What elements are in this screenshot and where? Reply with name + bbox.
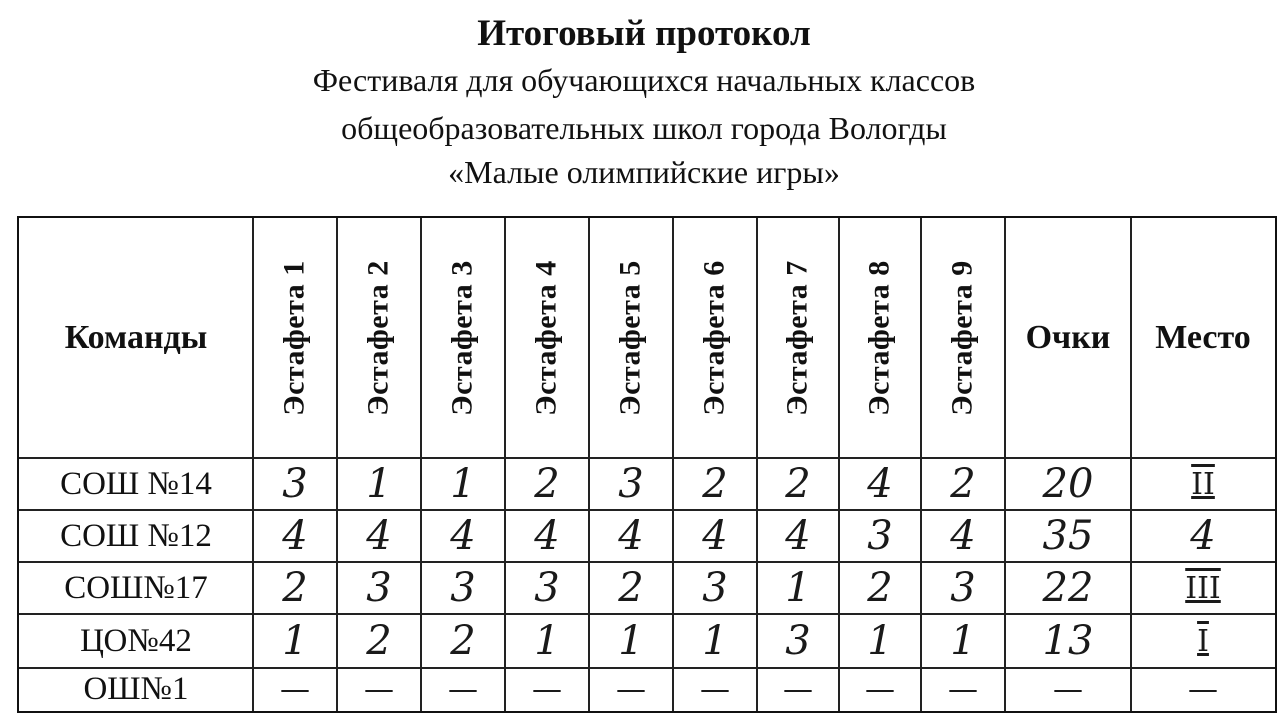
relay-score: 1 bbox=[785, 565, 811, 611]
relay-score: 4 bbox=[702, 513, 728, 559]
header-relay-label: Эстафета 7 bbox=[781, 260, 815, 416]
relay-score: — bbox=[865, 672, 895, 707]
relay-score: — bbox=[948, 672, 978, 707]
total-points: 20 bbox=[1042, 461, 1094, 507]
total-points: — bbox=[1053, 672, 1083, 707]
relay-score: 2 bbox=[785, 461, 811, 507]
header-relay-label: Эстафета 6 bbox=[698, 260, 732, 416]
subtitle-line-1: Фестиваля для обучающихся начальных классов bbox=[312, 62, 976, 98]
header-relay-label: Эстафета 3 bbox=[446, 260, 480, 416]
relay-score: 1 bbox=[702, 618, 728, 664]
relay-score: 3 bbox=[534, 565, 560, 611]
header-relay-5 bbox=[589, 218, 673, 458]
final-place: III bbox=[1185, 570, 1221, 606]
relay-score: 1 bbox=[950, 618, 976, 664]
relay-score: 2 bbox=[702, 461, 728, 507]
relay-score: 4 bbox=[534, 513, 560, 559]
relay-score: 4 bbox=[366, 513, 392, 559]
team-name: СОШ №14 bbox=[60, 465, 212, 502]
relay-score: 2 bbox=[867, 565, 893, 611]
header-points: Очки bbox=[1025, 319, 1111, 356]
header-relay-3 bbox=[421, 218, 505, 458]
header-relay-4 bbox=[505, 218, 589, 458]
header-relay-label: Эстафета 9 bbox=[946, 260, 980, 416]
relay-score: 4 bbox=[950, 513, 976, 559]
total-points: 13 bbox=[1042, 618, 1094, 664]
header-relay-8 bbox=[839, 218, 921, 458]
header-relay-7 bbox=[757, 218, 839, 458]
document-title: Итоговый протокол bbox=[477, 13, 811, 54]
relay-score: — bbox=[448, 672, 478, 707]
relay-score: 3 bbox=[867, 513, 893, 559]
relay-score: 3 bbox=[702, 565, 728, 611]
relay-score: — bbox=[280, 672, 310, 707]
relay-score: 2 bbox=[534, 461, 560, 507]
subtitle-line-2: общеобразовательных школ города Вологды bbox=[341, 110, 947, 146]
total-points: 35 bbox=[1042, 513, 1094, 559]
final-place: I bbox=[1197, 623, 1209, 659]
header-relay-label: Эстафета 4 bbox=[530, 260, 564, 416]
relay-score: 2 bbox=[366, 618, 392, 664]
relay-score: 4 bbox=[785, 513, 811, 559]
relay-score: 4 bbox=[282, 513, 308, 559]
header-teams: Команды bbox=[64, 319, 208, 356]
team-name: СОШ №12 bbox=[60, 517, 212, 554]
header-place: Место bbox=[1155, 319, 1251, 356]
header-relay-label: Эстафета 8 bbox=[863, 260, 897, 416]
relay-score: 4 bbox=[618, 513, 644, 559]
header-relay-9 bbox=[921, 218, 1005, 458]
relay-score: 1 bbox=[618, 618, 644, 664]
results-table bbox=[17, 216, 1277, 713]
subtitle-line-3: «Малые олимпийские игры» bbox=[448, 154, 840, 190]
team-name: СОШ№17 bbox=[64, 569, 208, 606]
relay-score: 1 bbox=[534, 618, 560, 664]
header-relay-2 bbox=[337, 218, 421, 458]
relay-score: 4 bbox=[450, 513, 476, 559]
final-place: 4 bbox=[1190, 513, 1216, 559]
header-relay-label: Эстафета 5 bbox=[614, 260, 648, 416]
relay-score: 3 bbox=[366, 565, 392, 611]
header-relay-label: Эстафета 2 bbox=[362, 260, 396, 416]
team-name: ЦО№42 bbox=[80, 622, 192, 659]
relay-score: — bbox=[616, 672, 646, 707]
team-name: ОШ№1 bbox=[83, 671, 189, 707]
relay-score: 2 bbox=[282, 565, 308, 611]
relay-score: 2 bbox=[618, 565, 644, 611]
header-relay-label: Эстафета 1 bbox=[278, 260, 312, 416]
relay-score: 3 bbox=[450, 565, 476, 611]
relay-score: 1 bbox=[366, 461, 392, 507]
relay-score: 1 bbox=[450, 461, 476, 507]
final-place: — bbox=[1188, 672, 1218, 707]
relay-score: 2 bbox=[950, 461, 976, 507]
relay-score: 4 bbox=[867, 461, 893, 507]
relay-score: 3 bbox=[785, 618, 811, 664]
relay-score: 1 bbox=[867, 618, 893, 664]
relay-score: — bbox=[700, 672, 730, 707]
relay-score: 2 bbox=[450, 618, 476, 664]
relay-score: 1 bbox=[282, 618, 308, 664]
header-relay-1 bbox=[253, 218, 337, 458]
relay-score: — bbox=[364, 672, 394, 707]
final-place: II bbox=[1191, 466, 1215, 502]
total-points: 22 bbox=[1042, 565, 1094, 611]
relay-score: 3 bbox=[282, 461, 308, 507]
header-relay-6 bbox=[673, 218, 757, 458]
relay-score: — bbox=[783, 672, 813, 707]
relay-score: 3 bbox=[950, 565, 976, 611]
relay-score: 3 bbox=[618, 461, 644, 507]
relay-score: — bbox=[532, 672, 562, 707]
